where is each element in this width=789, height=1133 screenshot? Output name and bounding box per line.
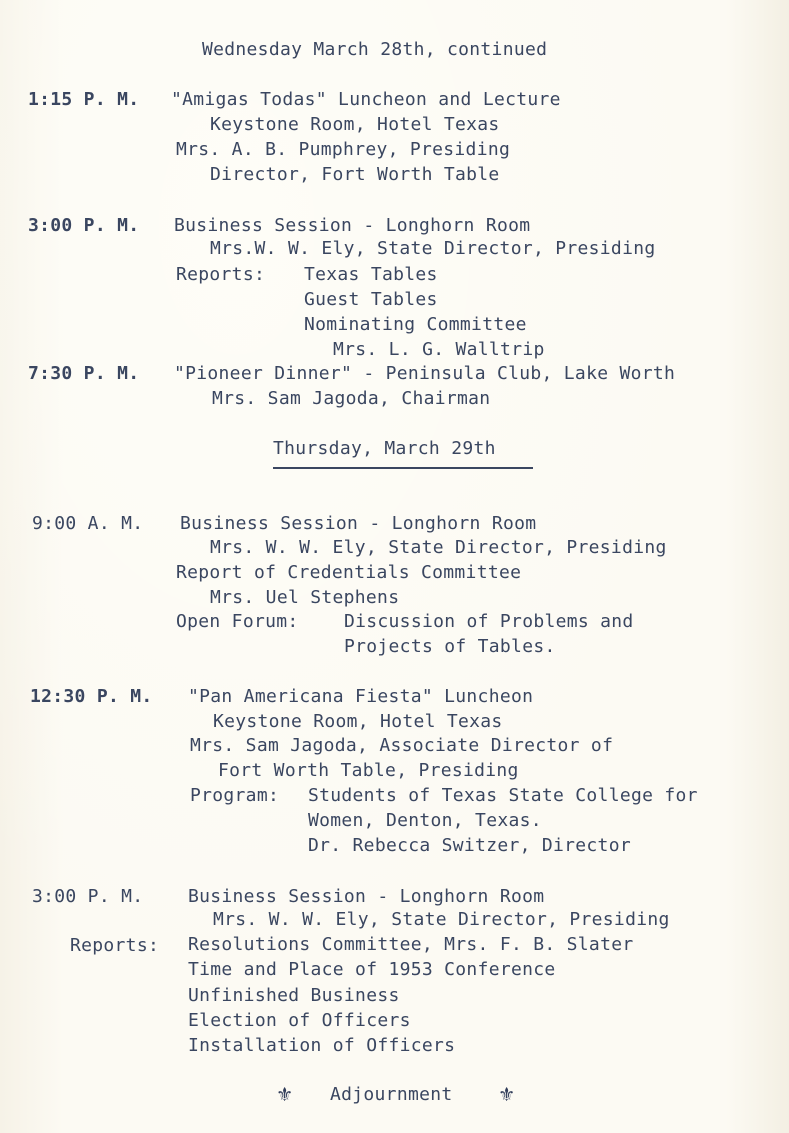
report-item: Mrs. L. G. Walltrip (333, 339, 545, 360)
event-time: 9:00 A. M. (32, 513, 144, 534)
day-heading-thursday: Thursday, March 29th (273, 438, 496, 459)
event-title: Business Session - Longhorn Room (180, 513, 537, 534)
heading-underline (273, 467, 533, 469)
report-item: Installation of Officers (188, 1035, 456, 1056)
fleur-de-lis-icon: ⚜ (278, 1082, 292, 1107)
event-time: 1:15 P. M. (28, 89, 140, 110)
forum-item: Discussion of Problems and (344, 611, 634, 632)
event-detail: Fort Worth Table, Presiding (218, 760, 519, 781)
reports-label: Reports: (70, 935, 160, 956)
day-heading-wednesday: Wednesday March 28th, continued (202, 39, 548, 60)
event-presiding: Mrs. W. W. Ely, State Director, Presiding (213, 909, 670, 930)
program-item: Women, Denton, Texas. (308, 810, 542, 831)
adjournment: Adjournment (330, 1084, 453, 1105)
event-title: Business Session - Longhorn Room (174, 215, 531, 236)
event-presiding: Mrs.W. W. Ely, State Director, Presiding (210, 238, 656, 259)
event-time: 7:30 P. M. (28, 363, 140, 384)
forum-label: Open Forum: (176, 611, 299, 632)
report-item: Nominating Committee (304, 314, 527, 335)
event-detail: Director, Fort Worth Table (210, 164, 500, 185)
event-time: 3:00 P. M. (28, 215, 140, 236)
event-presiding: Mrs. A. B. Pumphrey, Presiding (176, 139, 511, 160)
event-title: "Pan Americana Fiesta" Luncheon (188, 686, 534, 707)
report-item: Election of Officers (188, 1010, 411, 1031)
event-title: Business Session - Longhorn Room (188, 886, 545, 907)
program-item: Students of Texas State College for (308, 785, 698, 806)
event-title: "Amigas Todas" Luncheon and Lecture (171, 89, 561, 110)
event-presiding: Mrs. W. W. Ely, State Director, Presiding (210, 537, 667, 558)
event-detail: Report of Credentials Committee (176, 562, 522, 583)
program-label: Program: (190, 785, 280, 806)
report-item: Unfinished Business (188, 985, 400, 1006)
event-time: 3:00 P. M. (32, 886, 144, 907)
program-item: Dr. Rebecca Switzer, Director (308, 835, 631, 856)
report-item: Resolutions Committee, Mrs. F. B. Slater (188, 934, 634, 955)
event-location: Keystone Room, Hotel Texas (213, 711, 503, 732)
event-title: "Pioneer Dinner" - Peninsula Club, Lake Worth (174, 363, 676, 384)
report-item: Guest Tables (304, 289, 438, 310)
event-location: Keystone Room, Hotel Texas (210, 114, 500, 135)
event-time: 12:30 P. M. (30, 686, 153, 707)
report-item: Texas Tables (304, 264, 438, 285)
event-chairman: Mrs. Sam Jagoda, Chairman (212, 388, 491, 409)
forum-item: Projects of Tables. (344, 636, 556, 657)
reports-label: Reports: (176, 264, 266, 285)
event-presiding: Mrs. Sam Jagoda, Associate Director of (190, 735, 614, 756)
event-detail: Mrs. Uel Stephens (210, 587, 400, 608)
fleur-de-lis-icon: ⚜ (500, 1082, 514, 1107)
report-item: Time and Place of 1953 Conference (188, 959, 556, 980)
